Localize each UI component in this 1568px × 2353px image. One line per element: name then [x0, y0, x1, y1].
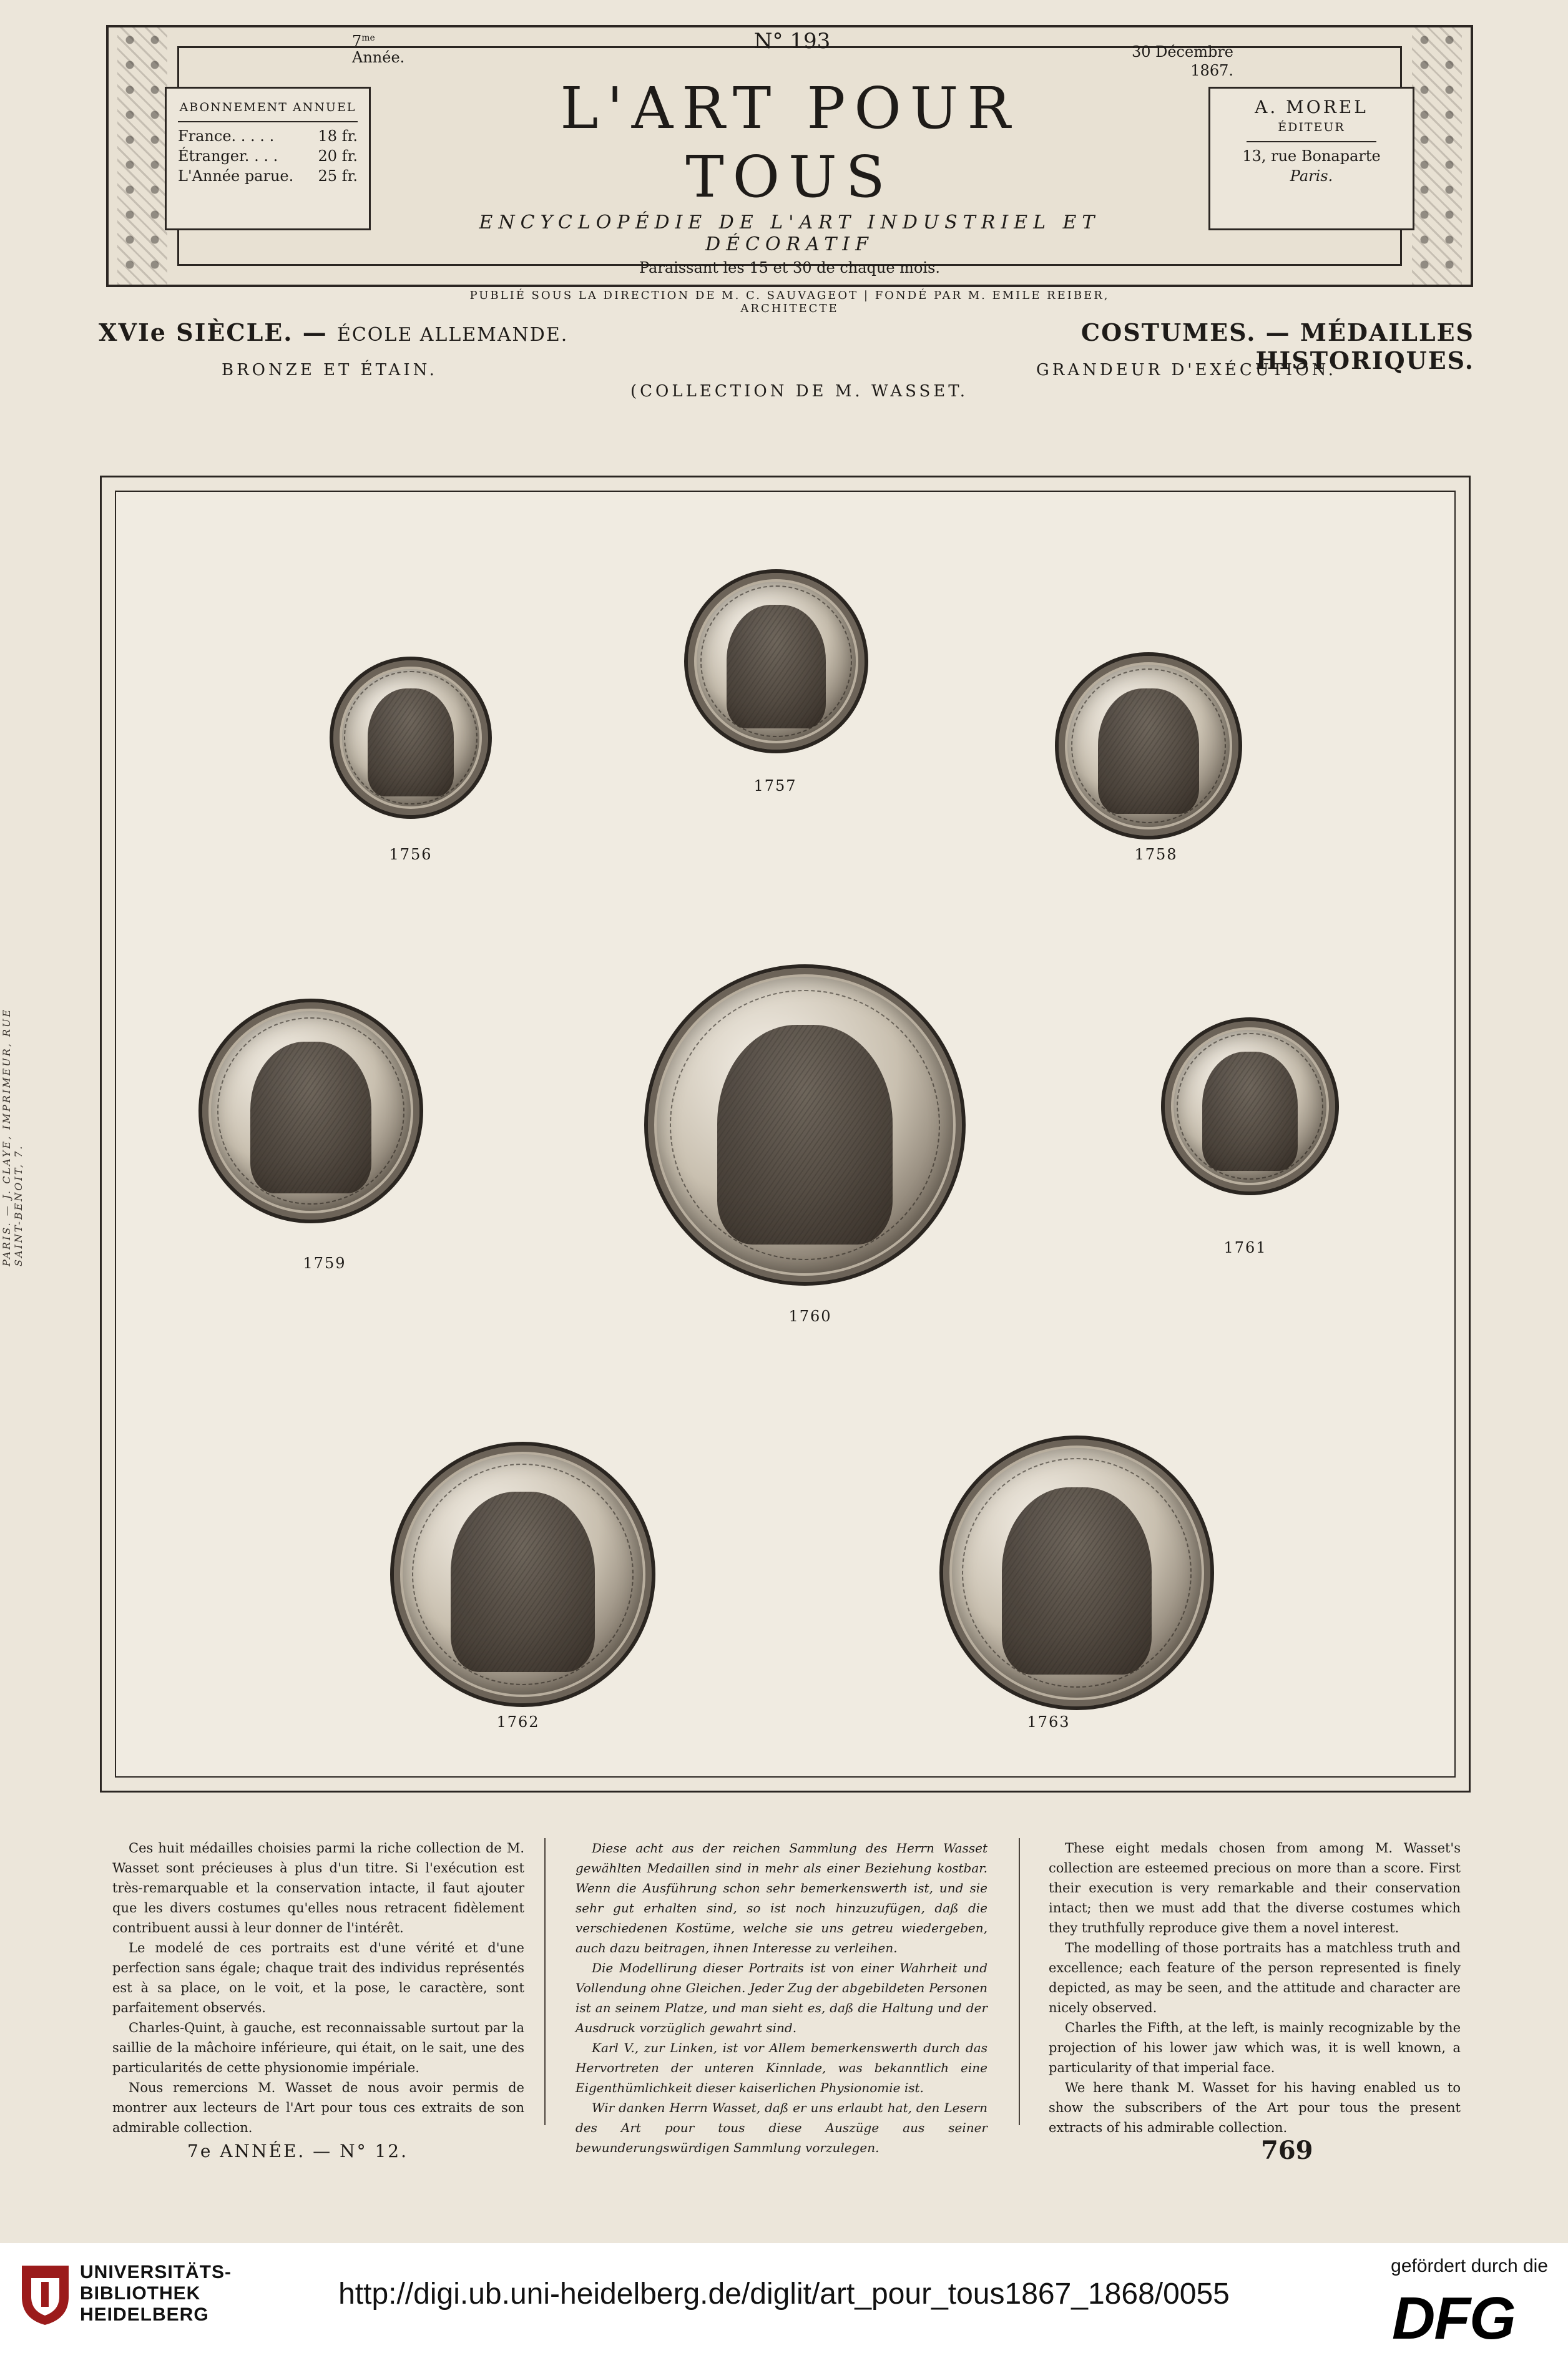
dfg-logo: DFG: [1392, 2285, 1515, 2352]
medal-label: 1762: [496, 1713, 540, 1731]
medal-label: 1758: [1134, 846, 1178, 863]
medal-1757: [684, 569, 868, 753]
paragraph: Diese acht aus der reichen Sammlung des Herrn Wasset gewählten Medaillen sind in mehr als einer Beziehung kostbar. Wenn die Ausführung schon sehr bemerkenswerth ist, und sie sehr gut erhalten sind, so ist noch hinzuzufügen, daß die verschiedenen Kostüme, welche sie uns getreu wiedergeben, auch dazu beitragen, ihnen Interesse zu verleihen.: [576, 1841, 987, 1955]
medal-label: 1756: [389, 846, 433, 863]
heading-right-sub: GRANDEUR D'EXÉCUTION.: [1036, 361, 1336, 379]
title-panel: [458, 74, 1121, 315]
journal-subtitle: ENCYCLOPÉDIE DE L'ART INDUSTRIEL ET DÉCORATIF: [479, 212, 1100, 255]
publisher-box: [1208, 87, 1414, 230]
paragraph: The modelling of those portraits has a matchless truth and excellence; each feature of the person represented is finely depicted, as may be seen, and the attitude and character are nicely observed.: [1049, 1940, 1461, 2015]
paragraph: Karl V., zur Linken, ist vor Allem bemerkenswerth durch das Hervortreten der unteren Kinnlade, was bekanntlich eine Eigenthümlichkeit dieser kaiserlichen Physionomie ist.: [576, 2040, 987, 2095]
medal-label: 1761: [1223, 1239, 1267, 1256]
publisher-address: 13, rue Bonaparte: [1242, 147, 1381, 165]
collection-note: (COLLECTION DE M. WASSET.: [630, 382, 969, 401]
medal-1758: [1055, 652, 1242, 839]
medal-label: 1757: [753, 777, 797, 795]
issue-number: N° 193: [753, 29, 831, 54]
column-german: [576, 1838, 987, 2158]
subscription-row: France. . . . . 18 fr.: [178, 127, 358, 145]
medal-1756: [330, 657, 492, 819]
year-label: $7^{me}$ Année.: [352, 32, 405, 66]
issue-date: 30 Décembre 1867.: [1131, 43, 1233, 79]
medal-1760: [644, 964, 966, 1286]
column-divider: [544, 1838, 546, 2125]
medal-1762: [390, 1442, 655, 1707]
medal-1761: [1161, 1017, 1339, 1195]
ornament-right: [1412, 27, 1462, 285]
journal-title: L'ART POUR TOUS: [560, 75, 1019, 210]
subscription-box: [165, 87, 371, 230]
paragraph: These eight medals chosen from among M. Wasset's collection are esteemed precious on more than a score. First their execution is very remarkable and their conservation intact; then we must add that the diverse costumes which they truthfully reproduce give them a novel interest.: [1049, 1841, 1461, 1935]
paragraph: Le modelé de ces portraits est d'une vérité et d'une perfection sans égale; chaque trait des individus représentés est à sa place, on le voit, et la pose, le caractère, sont parfaitement observés.: [112, 1940, 524, 2015]
column-french: [112, 1838, 524, 2138]
medal-label: 1760: [788, 1308, 832, 1325]
masthead: [106, 25, 1473, 315]
publisher-name: A. MOREL: [1255, 97, 1368, 117]
heading-left: XVIe SIÈCLE. — ÉCOLE ALLEMANDE.: [99, 318, 569, 346]
paragraph: Ces huit médailles choisies parmi la riche collection de M. Wasset sont précieuses à plus d'un titre. Si l'exécution est très-remarquable et la conservation intacte, il faut ajouter que les divers costumes qu'elles nous retracent fidèlement contribuent aussi à leur donner de l'intérêt.: [112, 1841, 524, 1935]
page-number: 769: [1261, 2136, 1313, 2165]
column-english: [1049, 1838, 1461, 2138]
issue-footer: 7e ANNÉE. — N° 12.: [187, 2141, 409, 2161]
heading-left-sub: BRONZE ET ÉTAIN.: [222, 361, 438, 379]
paragraph: Charles-Quint, à gauche, est reconnaissable surtout par la saillie de la mâchoire inférieure, qui était, on le sait, une des particularités de cette physionomie impériale.: [112, 2020, 524, 2075]
paragraph: Charles the Fifth, at the left, is mainly recognizable by the projection of his lower jaw which was, it is well known, a particularity of that imperial face.: [1049, 2020, 1461, 2075]
paragraph: Die Modellirung dieser Portraits ist von einer Wahrheit und Vollendung ohne Gleichen. Jeder Zug der abgebildeten Personen ist an seinem Platze, und man sieht es, daß die Haltung und der Ausdruck vorzüglich gewahrt sind.: [576, 1960, 987, 2035]
medal-label: 1763: [1027, 1713, 1071, 1731]
subscription-row: Étranger. . . . 20 fr.: [178, 147, 358, 165]
ornament-left: [117, 27, 167, 285]
printer-imprint: PARIS. — J. CLAYE, IMPRIMEUR, RUE SAINT-BENOIT, 7.: [1, 1007, 24, 1266]
publication-period: Paraissant les 15 et 30 de chaque mois.: [639, 259, 941, 276]
permalink[interactable]: http://digi.ub.uni-heidelberg.de/diglit/art_pour_tous1867_1868/0055: [338, 2277, 1230, 2311]
funding-note: gefördert durch die: [1391, 2256, 1548, 2276]
paragraph: Wir danken Herrn Wasset, daß er uns erlaubt hat, den Lesern des Art pour tous diese Auszüge aus seiner bewunderungswürdigen Sammlung vorzulegen.: [576, 2100, 987, 2155]
subscription-row: L'Année parue. 25 fr.: [178, 167, 358, 185]
library-name: UNIVERSITÄTS- BIBLIOTHEK HEIDELBERG: [80, 2262, 232, 2325]
medal-1759: [198, 999, 423, 1223]
publisher-city: Paris.: [1290, 167, 1333, 185]
medal-1763: [939, 1436, 1214, 1710]
subscription-heading: ABONNEMENT ANNUEL: [179, 100, 356, 114]
editorial-direction: PUBLIÉ SOUS LA DIRECTION DE M. C. SAUVAGEOT | FONDÉ PAR M. EMILE REIBER, ARCHITECTE: [469, 289, 1110, 315]
paragraph: We here thank M. Wasset for his having enabled us to show the subscribers of the Art pour tous the present extracts of his admirable collection.: [1049, 2080, 1461, 2135]
heading-right: COSTUMES. — MÉDAILLES HISTORIQUES.: [1080, 318, 1474, 374]
paragraph: Nous remercions M. Wasset de nous avoir permis de montrer aux lecteurs de l'Art pour tous ces extraits de son admirable collection.: [112, 2080, 524, 2135]
column-divider: [1019, 1838, 1020, 2125]
medal-label: 1759: [303, 1255, 346, 1272]
publisher-role: ÉDITEUR: [1278, 120, 1345, 134]
